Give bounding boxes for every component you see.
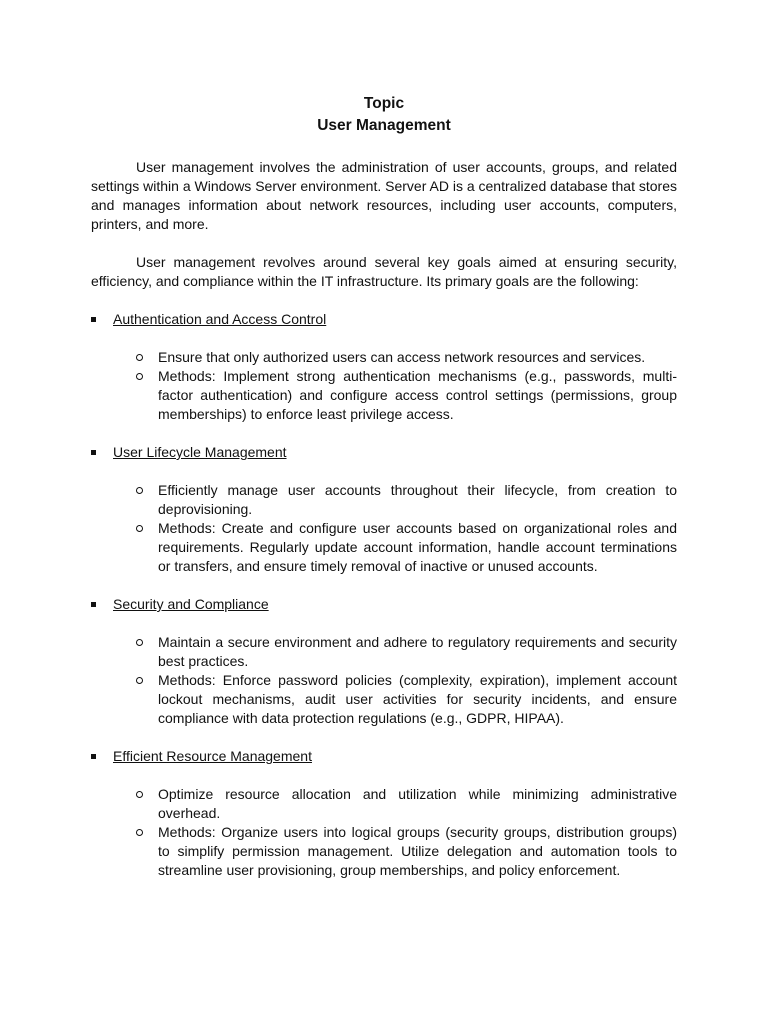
intro-paragraph: User management revolves around several key goals aimed at ensuring security, efficiency, and compliance within the IT infrastructure. Its primary goals are the following: xyxy=(91,254,677,289)
circle-bullet-icon xyxy=(136,525,143,532)
list-item xyxy=(91,519,677,576)
goal-title: Security and Compliance xyxy=(113,596,269,612)
square-bullet-icon xyxy=(91,317,96,322)
goal-heading xyxy=(91,747,677,766)
list-item-text: Methods: Organize users into logical groups (security groups, distribution groups) to simplify permission management. Utilize delegation and automation tools to streamline user provisioning, group memberships, and policy enforcement. xyxy=(158,824,677,878)
goal-section xyxy=(91,747,677,880)
goal-points xyxy=(91,633,677,728)
circle-bullet-icon xyxy=(136,639,143,646)
circle-bullet-icon xyxy=(136,354,143,361)
goal-points xyxy=(91,785,677,880)
topic-heading: Topic xyxy=(363,95,405,112)
circle-bullet-icon xyxy=(136,791,143,798)
goal-heading xyxy=(91,310,677,329)
goal-title: User Lifecycle Management xyxy=(113,444,287,460)
circle-bullet-icon xyxy=(136,677,143,684)
list-item-text: Methods: Create and configure user accounts based on organizational roles and requirements. Regularly update account information, handle account terminations or transfers, and ensure timely removal of inactive or unused accounts. xyxy=(158,520,677,574)
square-bullet-icon xyxy=(91,602,96,607)
goal-section xyxy=(91,443,677,576)
circle-bullet-icon xyxy=(136,373,143,380)
list-item xyxy=(91,823,677,880)
list-item-text: Ensure that only authorized users can access network resources and services. xyxy=(158,349,646,365)
list-item-text: Methods: Enforce password policies (complexity, expiration), implement account lockout mechanisms, audit user activities for security incidents, and ensure compliance with data protection regulations (e.g., GDPR, HIPAA). xyxy=(158,672,677,726)
square-bullet-icon xyxy=(91,754,96,759)
list-item-text: Methods: Implement strong authentication mechanisms (e.g., passwords, multi-factor authentication) and configure access control settings (permissions, group memberships) to enforce least privilege access. xyxy=(158,368,677,422)
goal-heading xyxy=(91,443,677,462)
list-item-text: Efficiently manage user accounts throughout their lifecycle, from creation to deprovisioning. xyxy=(158,482,677,517)
circle-bullet-icon xyxy=(136,829,143,836)
list-item xyxy=(91,785,677,823)
goal-section xyxy=(91,595,677,728)
list-item xyxy=(91,367,677,424)
goal-points xyxy=(91,481,677,576)
list-item xyxy=(91,481,677,519)
goal-section xyxy=(91,310,677,424)
goal-heading xyxy=(91,595,677,614)
goal-title: Authentication and Access Control xyxy=(113,311,327,327)
list-item xyxy=(91,633,677,671)
list-item-text: Optimize resource allocation and utilization while minimizing administrative overhead. xyxy=(158,786,677,821)
document-page xyxy=(91,93,677,880)
list-item xyxy=(91,348,677,367)
intro-paragraph: User management involves the administration of user accounts, groups, and related settings within a Windows Server environment. Server AD is a centralized database that stores and manages information about network resources, including user accounts, computers, printers, and more. xyxy=(91,159,677,232)
square-bullet-icon xyxy=(91,450,96,455)
list-item-text: Maintain a secure environment and adhere to regulatory requirements and security best practices. xyxy=(158,634,677,669)
goal-points xyxy=(91,348,677,424)
list-item xyxy=(91,671,677,728)
circle-bullet-icon xyxy=(136,487,143,494)
goal-title: Efficient Resource Management xyxy=(113,748,312,764)
document-title: User Management xyxy=(317,117,451,134)
